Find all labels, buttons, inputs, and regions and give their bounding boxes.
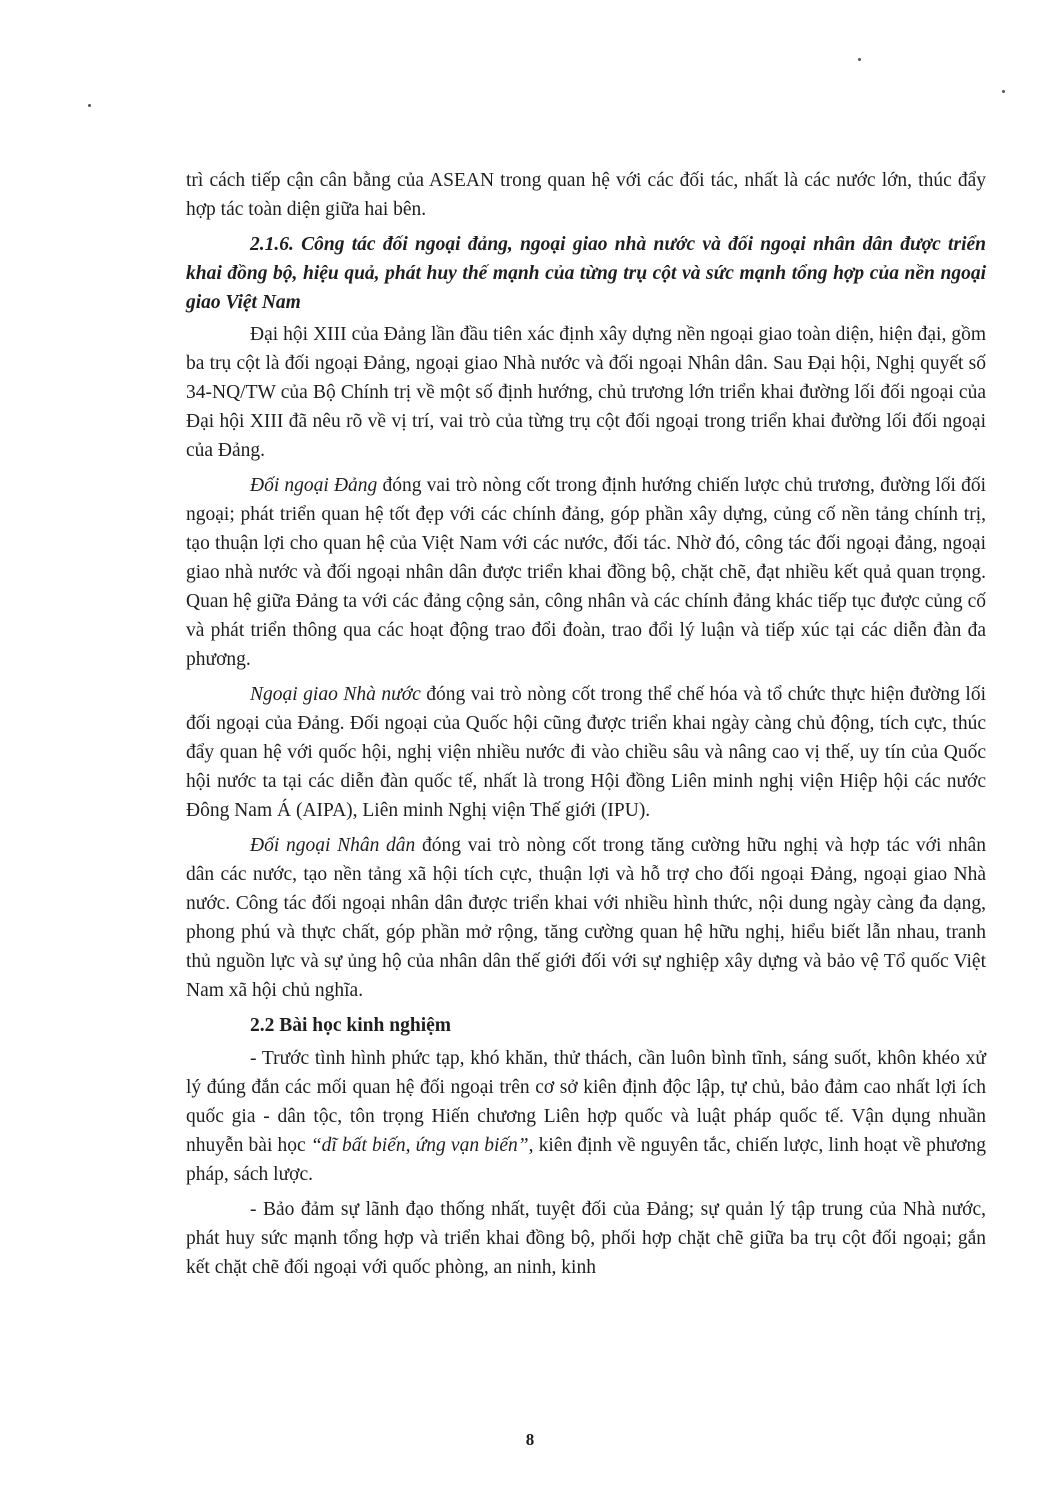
term-doi-ngoai-dang: Đối ngoại Đảng <box>250 475 378 496</box>
document-body <box>186 166 986 1288</box>
paragraph-dai-hoi-xiii: Đại hội XIII của Đảng lần đầu tiên xác định xây dựng nền ngoại giao toàn diện, hiện đại, gồm ba trụ cột là đối ngoại Đảng, ngoại giao Nhà nước và đối ngoại Nhân dân. Sau Đại hội, Nghị quyết số 34-NQ/TW của Bộ Chính trị về một số định hướng, chủ trương lớn triển khai đường lối đối ngoại của Đại hội XIII đã nêu rõ về vị trí, vai trò của từng trụ cột đối ngoại trong triển khai đường lối đối ngoại của Đảng. <box>186 324 986 461</box>
scan-speck <box>88 104 91 107</box>
paragraph-text: đóng vai trò nòng cốt trong định hướng chiến lược chủ trương, đường lối đối ngoại; phát triển quan hệ tốt đẹp với các chính đảng, góp phần xây dựng, củng cố nền tảng chính trị, tạo thuận lợi cho quan hệ của Việt Nam với các nước, đối tác. Nhờ đó, công tác đối ngoại đảng, ngoại giao nhà nước và đối ngoại nhân dân được triển khai đồng bộ, chặt chẽ, đạt nhiều kết quả quan trọng. Quan hệ giữa Đảng ta với các đảng cộng sản, công nhân và các chính đảng khác tiếp tục được củng cố và phát triển thông qua các hoạt động trao đổi đoàn, trao đổi lý luận và tiếp xúc tại các diễn đàn đa phương. <box>186 475 987 670</box>
paragraph-lesson-1 <box>186 1044 986 1189</box>
paragraph-doi-ngoai-dang <box>186 471 986 674</box>
page-number: 8 <box>525 1430 535 1449</box>
scan-speck <box>858 58 861 61</box>
paragraph-text: , kiên định về nguyên tắc, chiến lược, linh hoạt về phương pháp, sách lược. <box>186 1135 987 1185</box>
section-heading-2-2: 2.2 Bài học kinh nghiệm <box>250 1015 452 1036</box>
paragraph-ngoai-giao-nha-nuoc <box>186 680 986 825</box>
paragraph-text: - Trước tình hình phức tạp, khó khăn, thử thách, cần luôn bình tĩnh, sáng suốt, khôn khéo xử lý đúng đắn các mối quan hệ đối ngoại trên cơ sở kiên định độc lập, tự chủ, bảo đảm cao nhất lợi ích quốc gia - dân tộc, tôn trọng Hiến chương Liên hợp quốc và luật pháp quốc tế. Vận dụng nhuần nhuyễn bài học <box>186 1048 986 1156</box>
section-heading-2-1-6: 2.1.6. Công tác đối ngoại đảng, ngoại giao nhà nước và đối ngoại nhân dân được triển khai đồng bộ, hiệu quả, phát huy thế mạnh của từng trụ cột và sức mạnh tổng hợp của nền ngoại giao Việt Nam <box>186 234 986 313</box>
term-doi-ngoai-nhan-dan: Đối ngoại Nhân dân <box>250 835 416 856</box>
term-ngoai-giao-nha-nuoc: Ngoại giao Nhà nước <box>250 684 421 705</box>
quote-di-bat-bien: “dĩ bất biến, ứng vạn biến” <box>310 1135 529 1156</box>
paragraph-continuation: trì cách tiếp cận cân bằng của ASEAN trong quan hệ với các đối tác, nhất là các nước lớn, thúc đẩy hợp tác toàn diện giữa hai bên. <box>186 170 986 220</box>
paragraph-doi-ngoai-nhan-dan <box>186 831 986 1005</box>
scan-speck <box>1002 90 1005 93</box>
paragraph-text: đóng vai trò nòng cốt trong tăng cường hữu nghị và hợp tác với nhân dân các nước, tạo nền tảng xã hội tích cực, thuận lợi và hỗ trợ cho đối ngoại Đảng, ngoại giao Nhà nước. Công tác đối ngoại nhân dân được triển khai với nhiều hình thức, nội dung ngày càng đa dạng, phong phú và thực chất, góp phần mở rộng, tăng cường quan hệ hữu nghị, hiểu biết lẫn nhau, tranh thủ nguồn lực và sự ủng hộ của nhân dân thế giới đối với sự nghiệp xây dựng và bảo vệ Tổ quốc Việt Nam xã hội chủ nghĩa. <box>186 835 986 1001</box>
paragraph-text: đóng vai trò nòng cốt trong thể chế hóa và tổ chức thực hiện đường lối đối ngoại của Đảng. Đối ngoại của Quốc hội cũng được triển khai ngày càng chủ động, tích cực, thúc đẩy quan hệ với quốc hội, nghị viện nhiều nước đi vào chiều sâu và nâng cao vị thế, uy tín của Quốc hội nước ta tại các diễn đàn quốc tế, nhất là trong Hội đồng Liên minh nghị viện Hiệp hội các nước Đông Nam Á (AIPA), Liên minh Nghị viện Thế giới (IPU). <box>186 684 987 821</box>
paragraph-lesson-2: - Bảo đảm sự lãnh đạo thống nhất, tuyệt đối của Đảng; sự quản lý tập trung của Nhà nước, phát huy sức mạnh tổng hợp và triển khai đồng bộ, phối hợp chặt chẽ giữa ba trụ cột đối ngoại; gắn kết chặt chẽ đối ngoại với quốc phòng, an ninh, kinh <box>186 1199 986 1278</box>
